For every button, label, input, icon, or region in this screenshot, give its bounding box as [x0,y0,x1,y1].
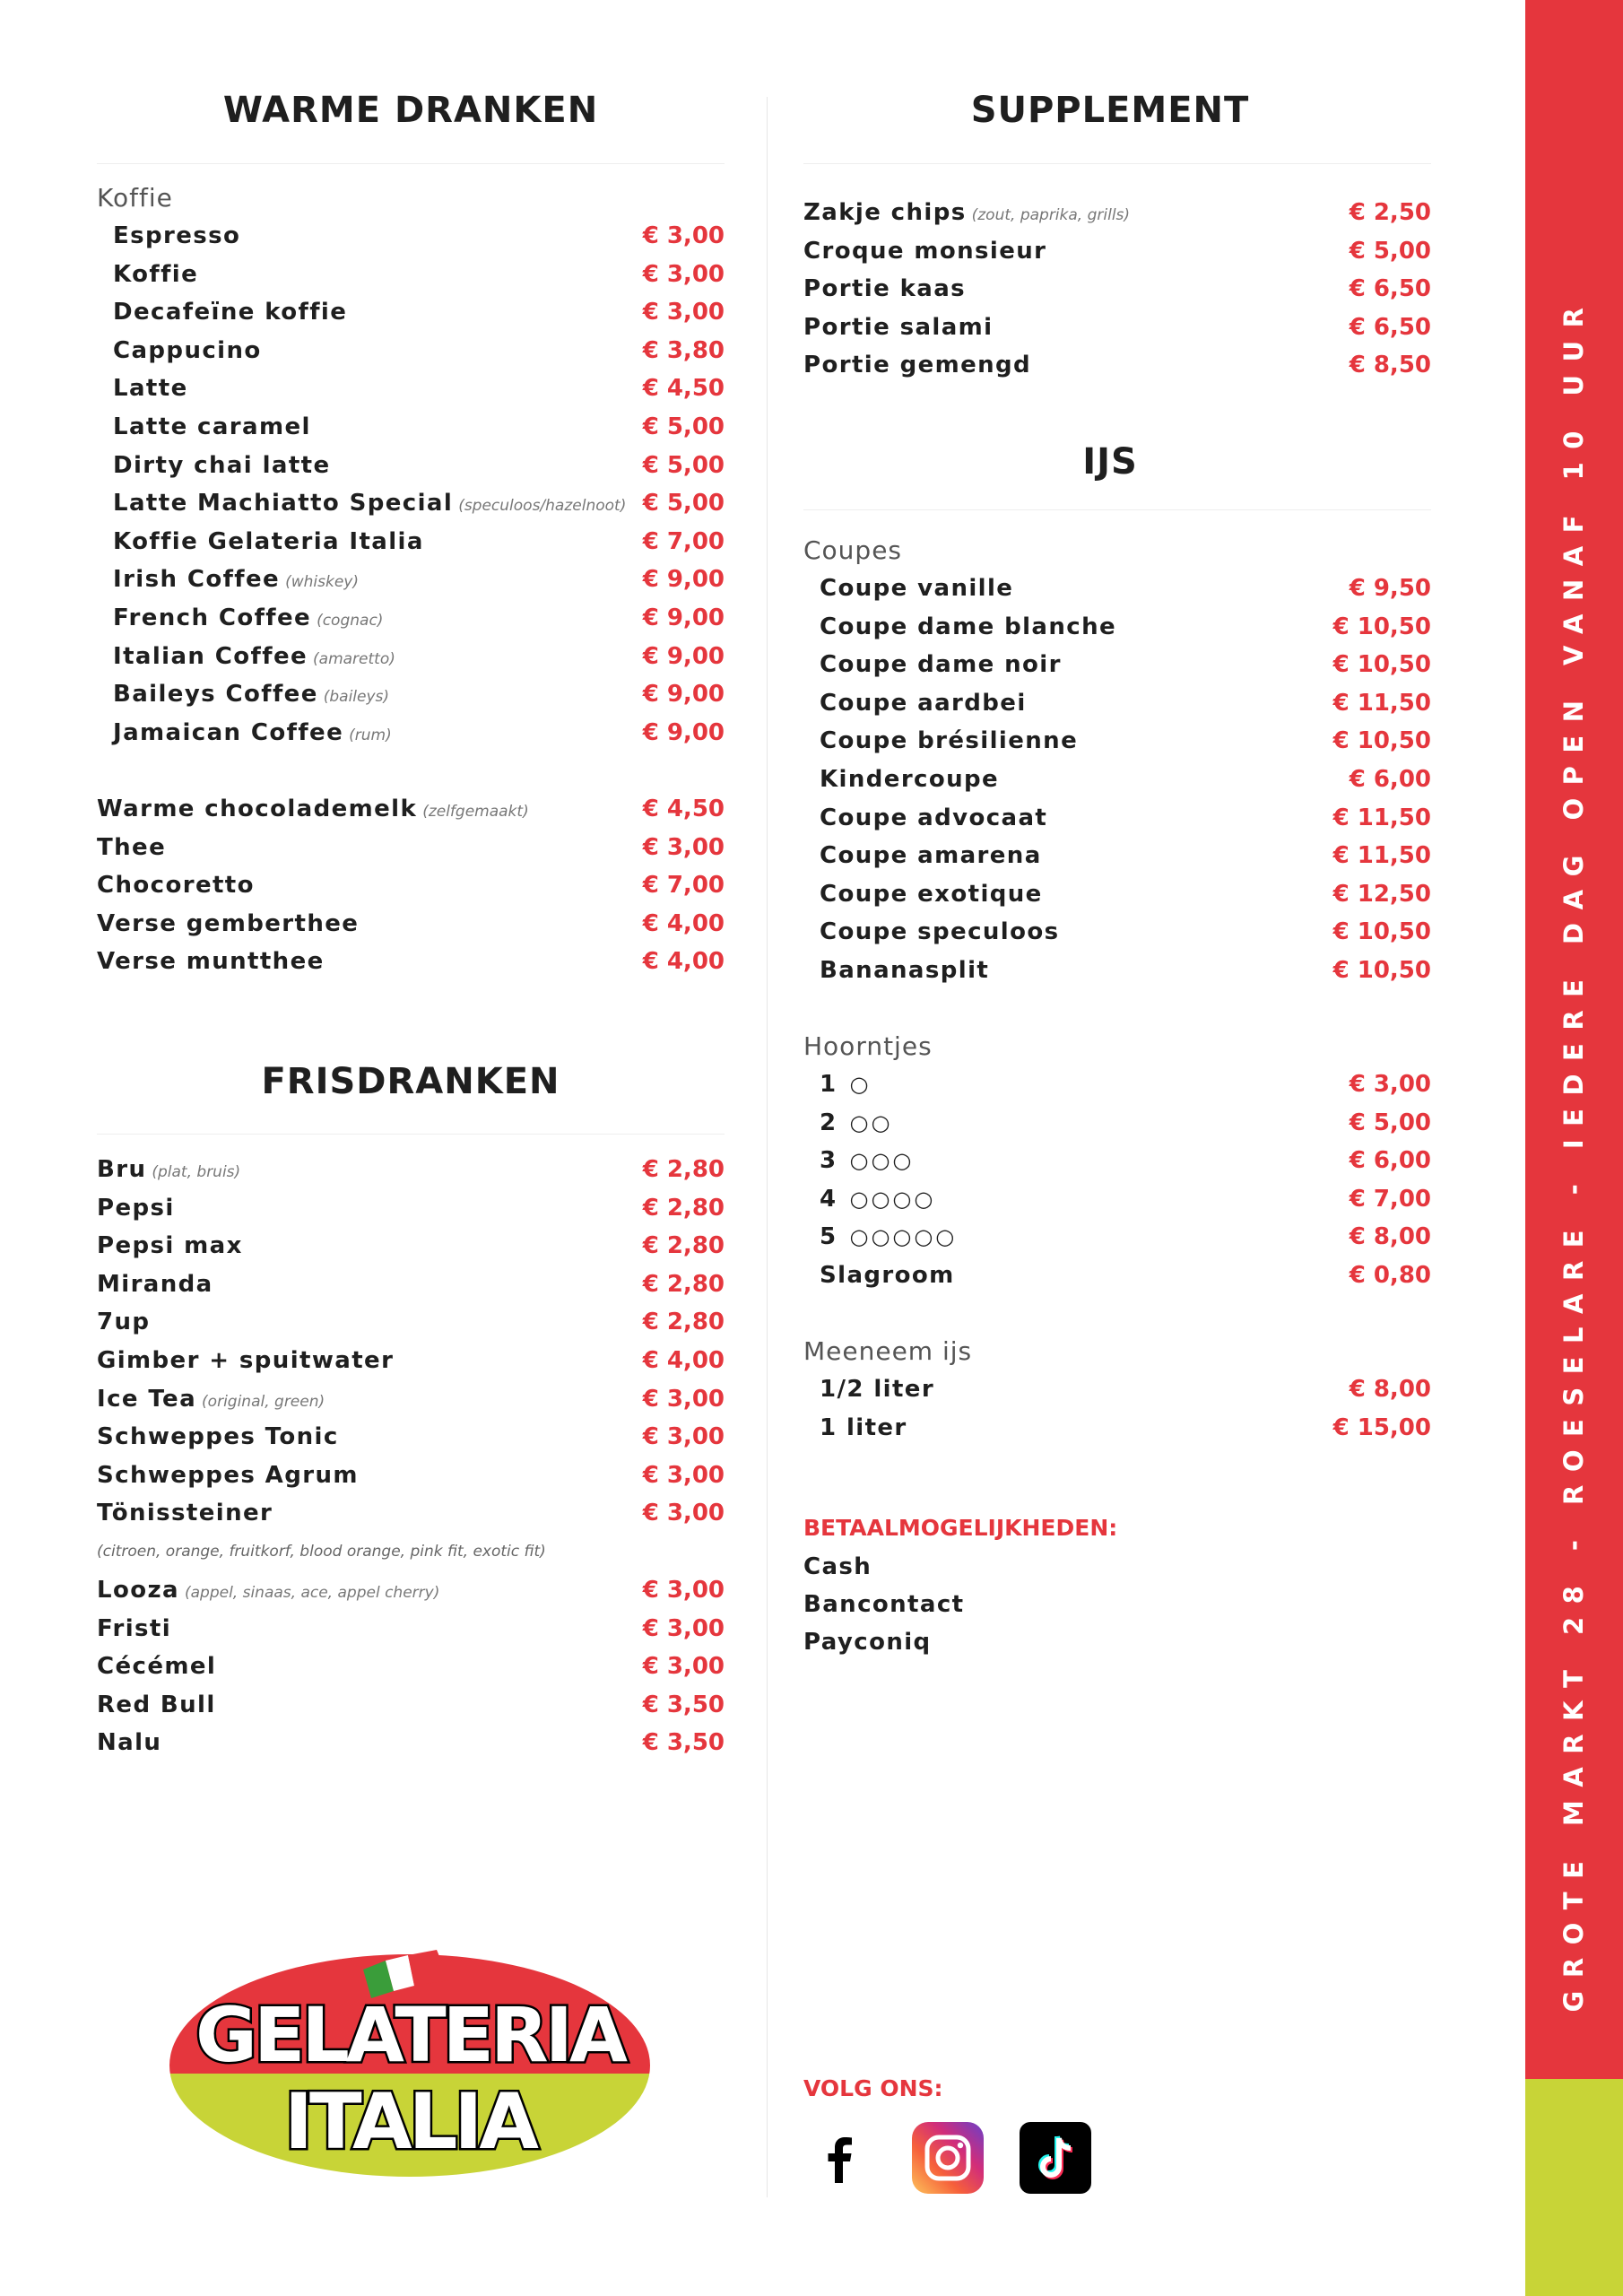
item-name [97,1729,161,1756]
item-name [820,881,1043,908]
item-price: € 10,50 [1332,727,1431,755]
item-price: € 9,50 [1349,575,1431,602]
item-name-text: Pepsi max [97,1232,243,1260]
menu-item [97,299,725,336]
item-price: € 11,50 [1332,842,1431,870]
item-price: € 15,00 [1332,1413,1431,1441]
section-title-warme-dranken: WARME DRANKEN [222,90,599,131]
item-name-text: Red Bull [97,1691,216,1718]
item-name-text: 3 [820,1147,838,1175]
item-name-text: Verse gemberthee [97,909,360,937]
item-name [97,1347,394,1374]
item-price: € 6,50 [1349,275,1431,303]
item-name-text: Coupe dame blanche [820,613,1117,640]
menu-item [97,1729,725,1767]
item-name-text: Nalu [97,1729,162,1757]
item-name [97,1500,273,1526]
item-name-text: Croque monsieur [803,237,1047,265]
item-name-text: 5 [820,1223,838,1251]
item-name [97,1423,339,1450]
menu-item [803,1071,1431,1109]
item-price: € 3,80 [642,336,725,364]
item-name [113,375,188,402]
section-title-ijs: IJS [1082,441,1138,483]
item-price: € 0,80 [1349,1262,1431,1289]
item-name-text: 7up [97,1309,151,1336]
item-price: € 10,50 [1332,613,1431,640]
item-name-text: Jamaican Coffee [113,718,344,746]
item-name [97,1653,216,1680]
item-name [97,910,359,937]
gelateria-italia-logo [168,1946,652,2179]
instagram-icon[interactable] [912,2122,984,2194]
menu-item [97,1653,725,1691]
menu-item [97,528,725,566]
column-divider [767,97,768,2197]
menu-item [803,238,1431,275]
item-price: € 8,00 [1349,1223,1431,1251]
item-name-text: Coupe speculoos [820,918,1060,946]
item-name-text: Espresso [113,222,241,249]
item-name [113,643,395,670]
item-price: € 7,00 [642,527,725,555]
item-name-text: Coupe advocaat [820,804,1048,831]
item-price: € 2,80 [642,1194,725,1222]
item-price: € 8,50 [1349,352,1431,379]
item-name [97,1692,216,1718]
item-price: € 3,00 [642,1614,725,1642]
item-name [97,1156,240,1183]
item-price: € 10,50 [1332,957,1431,984]
item-name [97,948,325,975]
item-name-text: Ice Tea [97,1385,197,1413]
item-name [820,918,1060,945]
item-note: (zelfgemaakt) [422,803,529,821]
menu-item [803,727,1431,765]
item-price: € 3,00 [642,1423,725,1451]
item-price: € 2,80 [642,1309,725,1336]
item-name-text: Italian Coffee [113,642,308,670]
payment-method: Payconiq [803,1629,932,1656]
menu-item [97,796,725,833]
item-name-text: Coupe exotique [820,880,1043,908]
item-price: € 4,50 [642,375,725,403]
item-price: € 2,80 [642,1232,725,1260]
menu-item [803,199,1431,237]
item-price: € 8,00 [1349,1376,1431,1403]
menu-item [97,1386,725,1423]
item-name-text: Portie kaas [803,275,967,303]
item-name-text: Kindercoupe [820,766,1000,793]
item-price: € 3,00 [642,260,725,288]
item-name-text: Coupe brésilienne [820,727,1079,755]
menu-item [97,604,725,642]
item-name [803,275,966,302]
item-name-text: Slagroom [820,1262,955,1289]
menu-item [803,613,1431,651]
menu-item [97,948,725,986]
menu-item [97,1615,725,1653]
item-name [820,1223,957,1250]
item-price: € 6,50 [1349,313,1431,341]
subheading-meeneem-ijs: Meeneem ijs [803,1336,973,1366]
menu-item [97,1577,725,1614]
menu-item [97,1156,725,1194]
item-name [113,566,359,593]
menu-item [97,222,725,260]
scoop-count: ○○○○○ [849,1224,958,1250]
item-name-text: Koffie [113,260,199,288]
item-price: € 9,00 [642,566,725,594]
item-name-text: Latte caramel [113,413,311,440]
item-name [803,314,993,341]
item-name-text: Dirty chai latte [113,451,331,479]
scoop-count: ○○○ [849,1148,915,1174]
item-price: € 7,00 [642,872,725,900]
item-name [97,872,255,899]
menu-item [97,413,725,451]
item-name [97,1577,439,1604]
item-name [803,352,1031,378]
item-name [97,1386,325,1413]
item-price: € 2,50 [1349,199,1431,226]
menu-item [803,1223,1431,1261]
right-column [803,0,1431,1704]
item-name-text: Schweppes Tonic [97,1423,339,1451]
item-name [113,604,383,631]
item-note: (zout, paprika, grills) [971,206,1131,224]
item-name [803,238,1046,265]
menu-item [803,1186,1431,1223]
item-name-text: 4 [820,1185,838,1213]
item-price: € 3,00 [642,222,725,249]
item-note: (plat, bruis) [152,1163,241,1181]
menu-item [803,690,1431,727]
item-price: € 9,00 [642,718,725,746]
menu-item [803,1414,1431,1452]
item-note: (whiskey) [285,573,359,592]
item-price: € 9,00 [642,642,725,670]
item-price: € 3,00 [642,1653,725,1681]
item-name [113,681,389,708]
menu-item [97,643,725,681]
tiktok-icon[interactable] [1020,2122,1091,2194]
item-name-text: Miranda [97,1270,213,1298]
item-price: € 3,00 [1349,1071,1431,1098]
section-rule [97,163,725,164]
scoop-count: ○ [849,1072,872,1097]
menu-item [97,719,725,757]
menu-item [97,1232,725,1270]
menu-item [803,651,1431,689]
section-rule [803,509,1431,510]
item-name-text: Koffie Gelateria Italia [113,527,424,555]
menu-item [97,1500,725,1537]
item-name-text: Coupe vanille [820,575,1014,602]
follow-heading: VOLG ONS: [803,2075,943,2101]
item-name-text: Thee [97,833,167,861]
item-name [820,727,1078,754]
item-name [820,690,1027,717]
facebook-icon[interactable] [803,2122,875,2194]
item-name [97,1195,175,1222]
item-price: € 12,50 [1332,880,1431,908]
menu-item [97,1195,725,1232]
item-note: (amaretto) [313,649,395,668]
item-price: € 5,00 [642,413,725,440]
item-note: (cognac) [317,612,384,630]
item-price: € 3,00 [642,1577,725,1604]
logo-line-2: ITALIA [284,2077,535,2167]
subheading-hoorntjes: Hoorntjes [803,1031,933,1061]
item-name [97,1309,150,1335]
item-name-text: Latte Machiatto Special [113,490,454,517]
item-name [820,1071,871,1098]
item-price: € 3,00 [642,299,725,326]
item-name-text: 2 [820,1109,838,1136]
item-price: € 3,50 [642,1691,725,1718]
section-rule [97,1134,725,1135]
item-name [820,842,1042,869]
item-name [803,199,1130,226]
item-price: € 7,00 [1349,1185,1431,1213]
menu-item [97,1347,725,1385]
item-name [113,719,392,746]
left-column [97,0,725,1794]
menu-item [97,910,725,948]
item-name [820,957,989,984]
menu-item [803,1147,1431,1185]
item-price: € 11,50 [1332,804,1431,831]
item-name [97,796,529,822]
item-name [820,575,1013,602]
item-name [113,261,198,288]
menu-item [803,1109,1431,1147]
menu-item [97,375,725,413]
item-price: € 2,80 [642,1270,725,1298]
item-price: € 3,00 [642,1385,725,1413]
item-price: € 6,00 [1349,766,1431,793]
sidebar-accent [1525,2079,1623,2296]
section-title-frisdranken: FRISDRANKEN [261,1061,560,1102]
menu-item [97,834,725,872]
item-price: € 5,00 [1349,237,1431,265]
menu-item [97,872,725,909]
item-name-text: 1/2 liter [820,1376,935,1403]
item-name-text: Coupe aardbei [820,689,1027,717]
payment-method: Cash [803,1553,872,1580]
logo-line-1: GELATERIA [195,1991,624,2079]
menu-item [803,804,1431,842]
item-name-text: Portie salami [803,313,994,341]
item-name [113,490,626,517]
menu-item [97,1423,725,1461]
item-name-text: Bru [97,1156,147,1183]
menu-item [803,352,1431,389]
item-price: € 6,00 [1349,1147,1431,1175]
item-note: (original, green) [202,1392,325,1411]
item-name [113,299,347,326]
item-name [97,1232,243,1259]
item-name [97,1615,171,1642]
item-name-text: Cappucino [113,336,262,364]
item-name-text: Irish Coffee [113,566,281,594]
menu-item [97,1692,725,1729]
item-name [820,651,1062,678]
section-rule [803,163,1431,164]
item-name [113,337,262,364]
item-price: € 3,00 [642,1461,725,1489]
menu-item [803,957,1431,995]
subheading-coupes: Coupes [803,535,903,565]
item-price: € 5,00 [642,451,725,479]
menu-item [803,766,1431,804]
item-name [97,834,166,861]
item-name [97,1462,359,1489]
item-name-text: Looza [97,1577,179,1604]
item-name [113,222,240,249]
subheading-koffie: Koffie [97,183,173,213]
item-name [820,1109,892,1136]
item-price: € 4,00 [642,948,725,976]
item-price: € 4,00 [642,909,725,937]
item-name-text: Schweppes Agrum [97,1461,359,1489]
menu-item [803,842,1431,880]
item-name-text: Bananasplit [820,957,990,984]
item-price: € 9,00 [642,604,725,631]
item-name [820,1186,935,1213]
item-name-text: French Coffee [113,604,312,631]
item-price: € 10,50 [1332,918,1431,946]
item-name [820,1262,955,1289]
item-note: (appel, sinaas, ace, appel cherry) [184,1584,440,1602]
tonissteiner-varieties: (citroen, orange, fruitkorf, blood orange, pink fit, exotic fit) [97,1543,546,1561]
menu-item [97,452,725,490]
menu-item [803,314,1431,352]
scoop-count: ○○○○ [849,1186,936,1212]
item-name-text: 1 liter [820,1413,907,1441]
item-note: (speculoos/hazelnoot) [458,497,627,516]
item-name-text: Latte [113,375,188,403]
item-name [820,1376,934,1403]
item-name [820,1414,907,1441]
item-price: € 10,50 [1332,651,1431,679]
item-name-text: Coupe dame noir [820,651,1062,679]
payment-heading: BETAALMOGELIJKHEDEN: [803,1515,1118,1541]
menu-item [803,1376,1431,1413]
item-name [820,613,1116,640]
menu-item [97,566,725,604]
menu-item [803,918,1431,956]
item-name-text: Warme chocolademelk [97,796,418,822]
item-name [820,1147,914,1174]
item-price: € 11,50 [1332,689,1431,717]
menu-item [803,275,1431,313]
item-price: € 4,50 [642,796,725,822]
item-price: € 3,50 [642,1729,725,1757]
menu-item [803,1262,1431,1300]
item-name-text: Coupe amarena [820,842,1042,870]
menu-item [97,1271,725,1309]
item-price: € 5,00 [1349,1109,1431,1136]
item-note: (rum) [349,726,392,744]
menu-item [803,575,1431,613]
scoop-count: ○○ [849,1109,893,1135]
item-name-text: Pepsi [97,1194,175,1222]
item-name [113,528,424,555]
item-price: € 9,00 [642,681,725,709]
section-title-supplement: SUPPLEMENT [970,90,1250,131]
item-price: € 3,00 [642,1500,725,1527]
item-name [820,766,999,793]
menu-item [97,490,725,527]
item-name-text: Tönissteiner [97,1500,273,1527]
item-note: (baileys) [323,688,390,707]
item-name-text: Fristi [97,1614,172,1642]
menu-item [97,261,725,299]
menu-item [97,337,725,375]
menu-item [803,881,1431,918]
item-name-text: Portie gemengd [803,352,1032,379]
address-hours: GROTE MARKT 28 - ROESELARE - IEDERE DAG OPEN VANAF 10 UUR [1558,294,1589,2013]
item-price: € 4,00 [642,1347,725,1374]
item-name-text: Verse muntthee [97,948,325,976]
item-price: € 5,00 [642,490,725,517]
item-name [113,413,311,440]
payment-method: Bancontact [803,1591,965,1618]
item-name [113,452,331,479]
menu-item [97,681,725,718]
menu-item [97,1462,725,1500]
item-name-text: Baileys Coffee [113,681,318,709]
item-price: € 2,80 [642,1156,725,1183]
item-name-text: Decafeïne koffie [113,299,348,326]
item-price: € 3,00 [642,833,725,861]
item-name-text: Zakje chips [803,199,967,226]
item-name-text: Gimber + spuitwater [97,1347,395,1374]
item-name-text: 1 [820,1071,838,1098]
item-name-text: Chocoretto [97,872,255,900]
item-name [97,1271,213,1298]
item-name [820,804,1047,831]
menu-item [97,1309,725,1346]
item-name-text: Cécémel [97,1653,217,1681]
